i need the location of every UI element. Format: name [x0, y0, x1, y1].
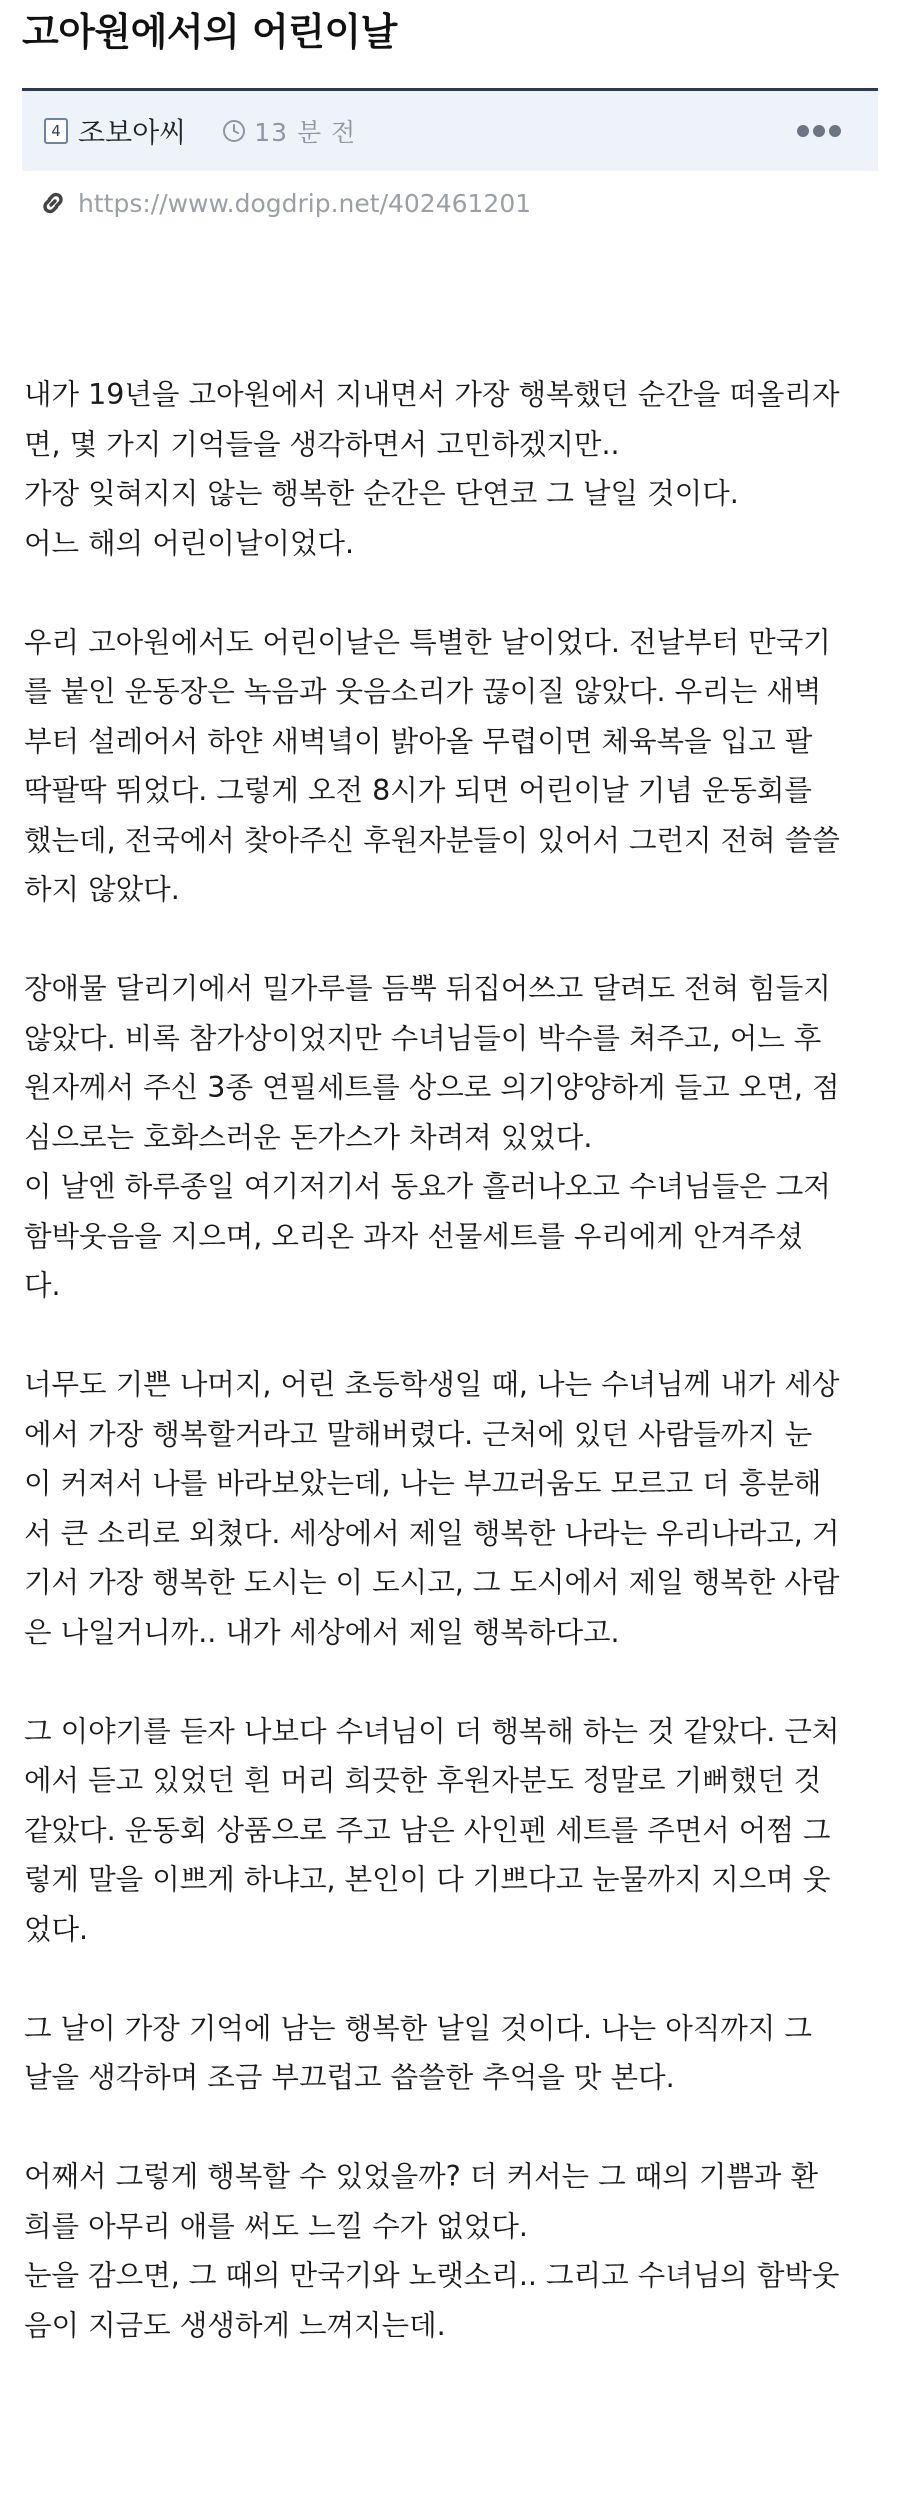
body-line: 를 붙인 운동장은 녹음과 웃음소리가 끊이질 않았다. 우리는 새벽 — [24, 675, 822, 708]
body-line: 렇게 말을 이쁘게 하냐고, 본인이 다 기쁘다고 눈물까지 지으며 웃 — [24, 1863, 831, 1896]
post-time: 13 분 전 — [254, 118, 357, 147]
body-line: 이 커져서 나를 바라보았는데, 나는 부끄러움도 모르고 더 흥분해 — [24, 1467, 822, 1500]
body-line: 에서 듣고 있었던 흰 머리 희끗한 후원자분도 정말로 기뻐했던 것 — [24, 1764, 822, 1797]
body-line: 내가 19년을 고아원에서 지내면서 가장 행복했던 순간을 떠올리자 — [24, 378, 840, 411]
body-paragraph — [24, 1707, 880, 1955]
body-line: 기서 가장 행복한 도시는 이 도시고, 그 도시에서 제일 행복한 사람 — [24, 1566, 840, 1599]
body-line: 에서 가장 행복할거라고 말해버렸다. 근처에 있던 사람들까지 눈 — [24, 1417, 813, 1451]
post-link[interactable] — [38, 188, 531, 218]
body-paragraph — [24, 2152, 880, 2350]
post-body — [24, 370, 880, 2400]
body-line: 면, 몇 가지 기억들을 생각하면서 고민하겠지만.. — [24, 427, 620, 461]
body-paragraph — [24, 964, 880, 1311]
body-line: 않았다. 비록 참가상이었지만 수녀님들이 박수를 쳐주고, 어느 후 — [24, 1021, 822, 1055]
body-line: 서 큰 소리로 외쳤다. 세상에서 제일 행복한 나라는 우리나라고, 거 — [24, 1516, 840, 1550]
body-line: 음이 지금도 생생하게 느껴지는데. — [24, 2308, 446, 2342]
body-line: 었다. — [24, 1912, 89, 1946]
body-line: 했는데, 전국에서 찾아주신 후원자분들이 있어서 그런지 전혀 쓸쓸 — [24, 823, 840, 857]
body-line: 원자께서 주신 3종 연필세트를 상으로 의기양양하게 들고 오면, 점 — [24, 1071, 840, 1104]
post-meta-bar — [22, 91, 878, 171]
body-paragraph — [24, 370, 880, 568]
body-line: 희를 아무리 애를 써도 느낄 수가 없었다. — [24, 2209, 528, 2243]
body-line: 함박웃음을 지으며, 오리온 과자 선물세트를 우리에게 안겨주셨 — [24, 1219, 804, 1253]
body-line: 너무도 기쁜 나머지, 어린 초등학생일 때, 나는 수녀님께 내가 세상 — [24, 1368, 840, 1401]
body-line: 같았다. 운동회 상품으로 주고 남은 사인펜 세트를 주면서 어쩜 그 — [24, 1813, 831, 1847]
body-line: 어째서 그렇게 행복할 수 있었을까? 더 커서는 그 때의 기쁨과 환 — [24, 2160, 818, 2193]
body-line: 어느 해의 어린이날이었다. — [24, 526, 355, 560]
post-url[interactable]: https://www.dogdrip.net/402461201 — [78, 188, 532, 218]
body-line: 딱팔딱 뛰었다. 그렇게 오전 8시가 되면 어린이날 기념 운동회를 — [24, 774, 812, 807]
body-line: 은 나일거니까.. 내가 세상에서 제일 행복하다고. — [24, 1615, 620, 1649]
body-paragraph — [24, 1360, 880, 1657]
body-line: 그 이야기를 듣자 나보다 수녀님이 더 행복해 하는 것 같았다. 근처 — [24, 1714, 840, 1748]
body-line: 눈을 감으면, 그 때의 만국기와 노랫소리.. 그리고 수녀님의 함박웃 — [24, 2259, 840, 2292]
body-paragraph — [24, 618, 880, 915]
body-line: 우리 고아원에서도 어린이날은 특별한 날이었다. 전날부터 만국기 — [24, 625, 831, 659]
body-paragraph — [24, 2004, 880, 2103]
author-name[interactable]: 조보아씨 — [78, 116, 187, 149]
level-badge-number: 4 — [51, 122, 61, 140]
body-line: 이 날엔 하루종일 여기저기서 동요가 흘러나오고 수녀님들은 그저 — [24, 1170, 831, 1203]
link-icon — [38, 188, 68, 218]
more-options-icon[interactable] — [794, 113, 844, 149]
body-line: 부터 설레어서 하얀 새벽녘이 밝아올 무렵이면 체육복을 입고 팔 — [24, 724, 813, 758]
body-line: 하지 않았다. — [24, 873, 180, 906]
body-line: 장애물 달리기에서 밀가루를 듬뿍 뒤집어쓰고 달려도 전혀 힘들지 — [24, 972, 831, 1005]
body-line: 심으로는 호화스러운 돈가스가 차려져 있었다. — [24, 1120, 593, 1154]
level-badge-icon — [44, 118, 68, 144]
body-line: 날을 생각하며 조금 부끄럽고 씁쓸한 추억을 맛 본다. — [24, 2061, 675, 2094]
body-line: 가장 잊혀지지 않는 행복한 순간은 단연코 그 날일 것이다. — [24, 477, 739, 510]
clock-icon — [222, 119, 246, 143]
body-line: 다. — [24, 1269, 61, 1302]
body-line: 그 날이 가장 기억에 남는 행복한 날일 것이다. 나는 아직까지 그 — [24, 2011, 812, 2045]
post-title: 고아원에서의 어린이날 — [22, 10, 397, 54]
